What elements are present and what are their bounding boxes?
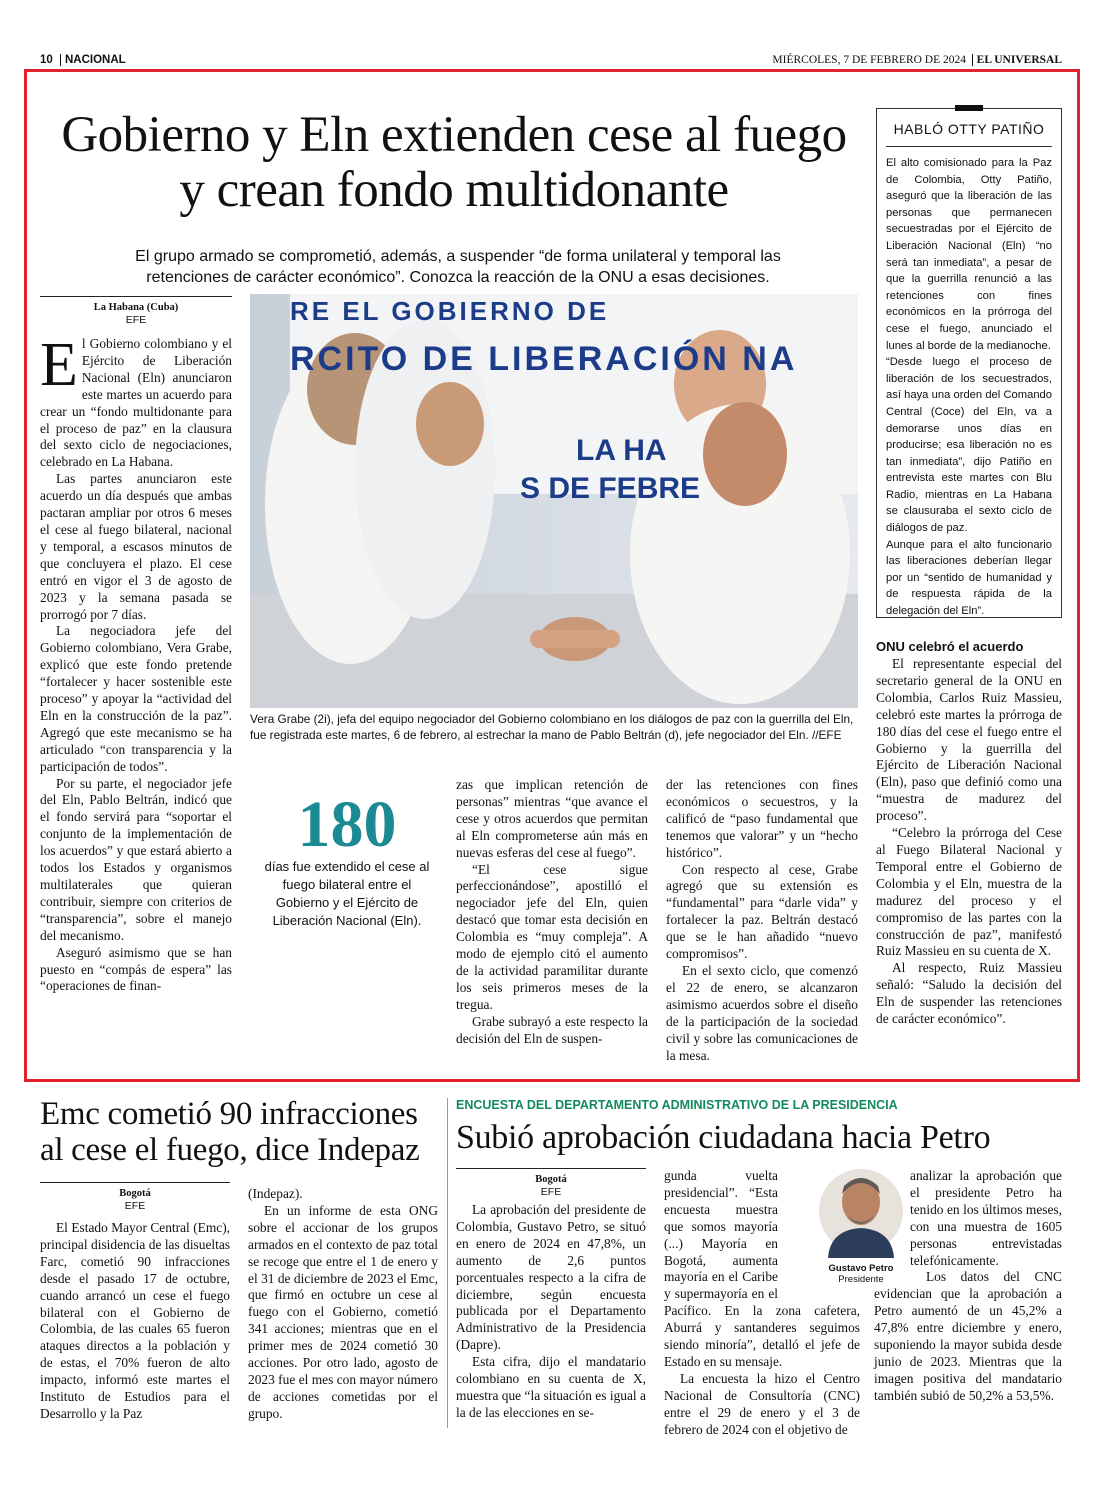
- main-photo: [250, 294, 858, 708]
- main-paragraph: Por su parte, el negociador jefe del Eln, Pablo Beltrán, indicó que el fondo servirá para “soportar el conjunto de la implementación de los acuerdos” y que estará abierto a todos los Estados y organismos multilaterales que quieran contribuir, siempre con criterios de “transparencia”, sobre el manejo del mecanismo.: [40, 775, 232, 943]
- page-header: [40, 54, 1062, 70]
- emc-paragraph: En un informe de esta ONG sobre el accionar de los grupos armados en el contexto de paz total se recoge que entre el 1 de enero y el 31 de diciembre de 2023 el Emc, que firmó en octubre un cese al fuego con el Gobierno, cometió 341 acciones; mientras que en el primer mes de 2024 cometió 30 acciones. Por otro lado, agosto de 2023 fue el mes con mayor número de acciones cometidas por el grupo.: [248, 1202, 438, 1421]
- page-number: 10: [40, 54, 53, 66]
- emc-col-1: [40, 1220, 230, 1423]
- main-paragraph: Las partes anunciaron este acuerdo un día después que ambas pactaran ampliar por otros 6 meses el cese al fuego bilateral, nacional y temporal, a escasos minutos de que concluyera el plazo. El cese entró en vigor el 3 de agosto de 2023 y la semana pasada se prorrogó por 7 días.: [40, 471, 232, 622]
- banner-text-4: S DE FEBRE: [520, 472, 701, 505]
- main-paragraph: Grabe subrayó a este respecto la decisión del Eln de suspen-: [456, 1013, 648, 1046]
- main-col-3: [456, 777, 648, 1048]
- petro-kicker: ENCUESTA DEL DEPARTAMENTO ADMINISTRATIVO DE LA PRESIDENCIA: [456, 1098, 898, 1112]
- petro-paragraph: analizar la aprobación que el presidente Petro ha tenido en los últimos meses, con una muestra de 1605 personas entrevistadas telefónicamente.: [910, 1168, 1062, 1268]
- onu-paragraph: Al respecto, Ruiz Massieu señaló: “Saludo la decisión del Eln de suspender las retenciones de carácter económico”.: [876, 960, 1062, 1027]
- sidebar-paragraph: El alto comisionado para la Paz de Colombia, Otty Patiño, aseguró que la liberación de las personas que permanecen secuestradas por el Ejército de Liberación Nacional (Eln) “no será tan inmediata”, a pesar de que la guerrilla renunció a las retenciones con fines económicos en la prórroga del cese el fuego, anunciado el lunes al borde de la medianoche.: [886, 157, 1052, 352]
- petro-portrait: [818, 1164, 904, 1285]
- petro-photo-role: Presidente: [838, 1274, 884, 1285]
- sidebar-box: [876, 108, 1062, 618]
- petro-dateline: Bogotá: [535, 1174, 567, 1185]
- banner-text-2: RCITO DE LIBERACIÓN NA: [290, 340, 798, 378]
- onu-title: ONU celebró el acuerdo: [876, 639, 1024, 654]
- petro-headline: Subió aprobación ciudadana hacia Petro: [456, 1119, 991, 1156]
- banner-text-3: LA HA: [576, 434, 667, 467]
- main-paragraph: zas que implican retención de personas” mientras “que avance el cese y otros acuerdos que permitan al Eln comprometerse aún más en nuevas esferas del cese al fuego”.: [456, 777, 648, 860]
- petro-agency: EFE: [540, 1186, 562, 1198]
- petro-photo-name: Gustavo Petro: [828, 1263, 894, 1274]
- sidebar-paragraph: Aunque para el alto funcionario las liberaciones deberían llegar por un “sentido de humanidad y de respuesta rápida de la delegación del Eln”.: [886, 538, 1052, 618]
- header-date: MIÉRCOLES, 7 DE FEBRERO DE 2024: [772, 54, 966, 66]
- onu-section: [876, 638, 1062, 1028]
- column-divider: [447, 1098, 448, 1428]
- main-paragraph: La negociadora jefe del Gobierno colombiano, Vera Grabe, explicó que este fondo pretende “fortalecer y hacer sostenible este proceso” y apoyar la “actividad del Eln en la construcción de la paz”. Agregó que este mecanismo se ha articulado “con transparencia y la participación de todos”.: [40, 623, 232, 774]
- petro-paragraph: La encuesta la hizo el Centro Nacional de Consultoría (CNC) entre el 29 de enero y el 3 de febrero de 2024 con el objetivo de: [664, 1370, 860, 1437]
- emc-dateline: Bogotá: [119, 1188, 151, 1199]
- section-name: NACIONAL: [60, 54, 126, 66]
- sidebar-body: [886, 155, 1052, 620]
- main-paragraph: Aseguró asimismo que se han puesto en “compás de espera” las “operaciones de finan-: [40, 944, 232, 994]
- sidebar-tab: [955, 105, 983, 111]
- emc-agency: EFE: [124, 1200, 146, 1212]
- main-lead: l Gobierno colombiano y el Ejército de Liberación Nacional (Eln) anunciaron este martes un acuerdo para crear un “fondo multidonante para el proceso de paz” en la clausura del sexto ciclo de negociaciones, celebrado en La Habana.: [40, 336, 232, 470]
- main-paragraph: der las retenciones con fines económicos o secuestros, y la calificó de “paso fundamental que tenemos que valorar” y un “hecho histórico”.: [666, 777, 858, 860]
- dropcap: E: [40, 331, 78, 399]
- sidebar-title: HABLÓ OTTY PATIÑO: [886, 121, 1052, 147]
- petro-paragraph: gunda vuelta presidencial”. “Esta encuesta muestra que somos mayoría (...) Mayoría en Bogotá, aumenta mayoría en el Caribe y supermayoría en el Pacífico. En la zona cafetera, Aburrá y santanderes seguimos siendo minoría”, detalló el jefe de Estado en su mensaje.: [664, 1168, 860, 1369]
- banner-text-1: RE EL GOBIERNO DE: [290, 296, 610, 326]
- emc-col-2: [248, 1186, 438, 1423]
- main-headline: Gobierno y Eln extienden cese al fuego y crean fondo multidonante: [61, 107, 847, 218]
- stat-text: días fue extendido el cese al fuego bilateral entre el Gobierno y el Ejército de Liberación Nacional (Eln).: [264, 859, 430, 928]
- main-subhead: El grupo armado se comprometió, además, a suspender “de forma unilateral y temporal las retenciones de carácter económico”. Conozca la reacción de la ONU a esas decisiones.: [135, 248, 781, 286]
- emc-paragraph: (Indepaz).: [248, 1186, 303, 1201]
- paper-name: EL UNIVERSAL: [972, 54, 1062, 66]
- stat-number: 180: [297, 788, 397, 861]
- main-col-4: [666, 777, 858, 1064]
- photo-caption: Vera Grabe (2i), jefa del equipo negociador del Gobierno colombiano en los diálogos de paz con la guerrilla del Eln, fue registrada este martes, 6 de febrero, al estrechar la mano de Pablo Beltrán (d), jefe negociador del Eln. //EFE: [250, 712, 854, 742]
- onu-paragraph: “Celebro la prórroga del Cese al Fuego Bilateral Nacional y Temporal entre el Gobierno de Colombia y el Eln, muestra de la madurez del proceso y el compromiso de las partes con la construcción de paz”, manifestó Ruiz Massieu en su cuenta de X.: [876, 825, 1062, 959]
- petro-col-1: [456, 1202, 646, 1422]
- main-byline: [40, 296, 232, 326]
- main-paragraph: Con respecto al cese, Grabe agregó que su extensión es “fundamental” para “darle vida” y fortalecer la paz. Beltrán destacó que se le han añadido “nuevo compromisos”.: [666, 861, 858, 962]
- onu-body: [876, 656, 1062, 1028]
- stat-callout: [262, 788, 432, 930]
- emc-byline: [40, 1182, 230, 1212]
- emc-headline: Emc cometió 90 infracciones al cese el fuego, dice Indepaz: [40, 1096, 420, 1168]
- main-agency: EFE: [125, 314, 147, 326]
- person-photo-icon: [818, 1164, 904, 1258]
- onu-paragraph: El representante especial del secretario general de la ONU en Colombia, Carlos Ruiz Massieu, celebró este martes la prórroga de 180 días del cese el fuego entre el Gobierno y la guerrilla del Ejército de Liberación Nacional (Eln), paso que definió como una “muestra de madurez del proceso”.: [876, 656, 1062, 824]
- petro-paragraph: Esta cifra, dijo el mandatario colombiano en su cuenta de X, muestra que “la situación es igual a la de las elecciones en se-: [456, 1354, 646, 1420]
- main-dateline: La Habana (Cuba): [93, 302, 179, 313]
- petro-byline: [456, 1168, 646, 1198]
- sidebar-paragraph: “Desde luego el proceso de liberación de los secuestrados, así haya una orden del Comando Central (Coce) del Eln, va a demorarse unos días en producirse; esa liberación no es tan inmediata”, dijo Patiño en entrevista este martes con Blu Radio, mientras en La Habana se clausuraba el sexto ciclo de diálogos de paz.: [886, 356, 1052, 535]
- main-paragraph: “El cese sigue perfeccionándose”, apostilló el negociador jefe del Eln, quien destacó que tomar esta decisión en Colombia es “muy compleja”. A modo de ejemplo citó el aumento de la actividad paramilitar durante los seis primeros meses de la tregua.: [456, 861, 648, 1012]
- petro-paragraph: Los datos del CNC evidencian que la aprobación a Petro aumentó de un 45,2% a 47,8% entre diciembre y enero, suponiendo la mayor subida desde junio de 2023. Mientras que la imagen positiva del mandatario también subió de 50,2% a 53,5%.: [874, 1269, 1062, 1403]
- main-col-1: [40, 331, 232, 995]
- main-paragraph: En el sexto ciclo, que comenzó el 22 de enero, se alcanzaron asimismo acuerdos sobre el diseño de la participación de la sociedad civil y sobre las comunicaciones de la mesa.: [666, 962, 858, 1063]
- petro-paragraph: La aprobación del presidente de Colombia, Gustavo Petro, se situó en enero de 2024 en 47,8%, un aumento de 2,6 puntos porcentuales respecto a la cifra de diciembre, según encuesta publicada por el Departamento Administrativo de la Presidencia (Dapre).: [456, 1202, 646, 1353]
- emc-paragraph: El Estado Mayor Central (Emc), principal disidencia de las disueltas Farc, cometió 90 infracciones desde el pasado 17 de octubre, cuando arrancó un cese el fuego bilateral con el Gobierno de Colombia, de las cuales 65 fueron ataques directos a la población y de estas, el 70% fueron de alto impacto, informó este martes el Instituto de Estudios para el Desarrollo y la Paz: [40, 1220, 230, 1421]
